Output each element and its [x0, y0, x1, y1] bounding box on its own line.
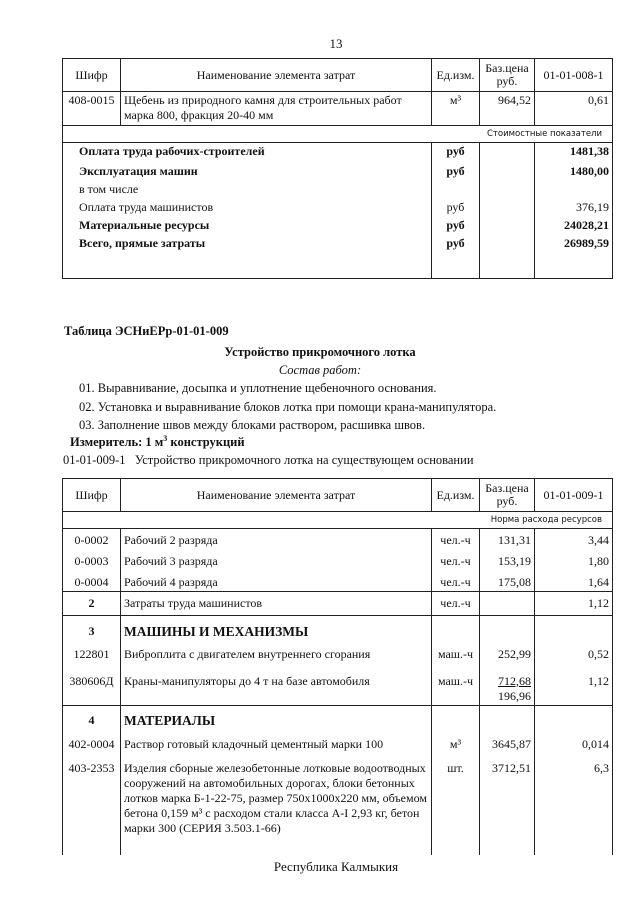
- col-header-name: Наименование элемента затрат: [121, 59, 432, 92]
- section-title: Устройство прикромочного лотка: [224, 345, 416, 359]
- step-1: 01. Выравнивание, досыпка и уплотнение щебеночного основания.: [79, 381, 437, 395]
- table-row: [63, 592, 613, 616]
- cost-unit: руб: [432, 199, 480, 217]
- step-3: 03. Заполнение швов между блоками раствором, расшивка швов.: [79, 418, 426, 432]
- section-heading-materials: МАТЕРИАЛЫ: [121, 705, 432, 731]
- cost-name: Материальные ресурсы: [63, 217, 432, 235]
- row-shifr: 408-0015: [63, 92, 121, 126]
- row-price: 153,19: [480, 550, 535, 571]
- section-number: 4: [63, 705, 121, 731]
- row-value: 1,12: [535, 592, 613, 616]
- footer: Республика Калмыкия: [273, 859, 399, 874]
- row-name: Изделия сборные железобетонные лотковые водоотводных сооружений на автомобильных дорогах, блоки бетонных лотков марка Б-1-22-75, размер 750х1000х220 мм, объемом бетона 0,159 м³ с расходом стали класса А-I 2,93 кг, бетон марки 300 (СЕРИЯ 3.503.1-66): [121, 757, 432, 855]
- row-name: Рабочий 4 разряда: [121, 571, 432, 592]
- norm-desc: Устройство прикромочного лотка на существующем основании: [134, 453, 474, 467]
- col-header-price: Баз.цена руб.: [480, 59, 535, 92]
- row-unit: маш.-ч: [432, 668, 480, 706]
- row-shifr: 2: [63, 592, 121, 616]
- row-unit: шт.: [432, 757, 480, 855]
- row-name: Затраты труда машинистов: [121, 592, 432, 616]
- col-header-code: 01-01-008-1: [535, 59, 613, 92]
- table-row: [63, 642, 613, 668]
- cost-name: Эксплуатация машин: [63, 163, 432, 181]
- row-name: Рабочий 3 разряда: [121, 550, 432, 571]
- meter-suffix: конструкций: [167, 435, 245, 449]
- cost-value: 1480,00: [535, 163, 613, 181]
- meter: [70, 435, 245, 450]
- row-price: 964,52: [480, 92, 535, 126]
- row-value: 1,12: [535, 668, 613, 706]
- cost-value: 1481,38: [535, 143, 613, 163]
- row-price: 175,08: [480, 571, 535, 592]
- row-unit: маш.-ч: [432, 642, 480, 668]
- table-row: [63, 550, 613, 571]
- row-value: 1,64: [535, 571, 613, 592]
- cost-name: Оплата труда рабочих-строителей: [63, 143, 432, 163]
- cost-name: Всего, прямые затраты: [63, 235, 432, 279]
- subheader-norm: Норма расхода ресурсов: [63, 512, 613, 529]
- table-row: [63, 529, 613, 550]
- meter-sup: 3: [163, 433, 168, 443]
- cost-value: 24028,21: [535, 217, 613, 235]
- table-label: Таблица ЭСНиЕРр-01-01-009: [64, 324, 229, 338]
- col-header-name: Наименование элемента затрат: [121, 479, 432, 512]
- row-unit: м³: [432, 92, 480, 126]
- price-bottom: 196,96: [498, 688, 531, 703]
- row-unit: чел.-ч: [432, 529, 480, 550]
- row-price: 3645,87: [480, 731, 535, 757]
- row-unit: м³: [432, 731, 480, 757]
- price-top: 712,68: [498, 673, 531, 688]
- row-value: 6,3: [535, 757, 613, 855]
- row-shifr: 380606Д: [63, 668, 121, 706]
- cost-unit: руб: [432, 217, 480, 235]
- cost-unit: руб: [432, 163, 480, 181]
- resource-table-009: [62, 478, 613, 855]
- row-name: Раствор готовый кладочный цементный марки 100: [121, 731, 432, 757]
- norm-code: 01-01-009-1: [63, 453, 126, 467]
- row-shifr: 402-0004: [63, 731, 121, 757]
- row-shifr: 0-0003: [63, 550, 121, 571]
- section-number: 3: [63, 616, 121, 642]
- row-price: 3712,51: [480, 757, 535, 855]
- row-price: 252,99: [480, 642, 535, 668]
- cost-name: Оплата труда машинистов: [63, 199, 432, 217]
- cost-unit: руб: [432, 235, 480, 279]
- row-value: 0,014: [535, 731, 613, 757]
- subheader-cost: Стоимостные показатели: [63, 126, 613, 143]
- col-header-shifr: Шифр: [63, 479, 121, 512]
- col-header-price: Баз.цена руб.: [480, 479, 535, 512]
- page-number: 13: [329, 36, 343, 51]
- cost-name: в том числе: [63, 181, 432, 199]
- row-name: Виброплита с двигателем внутреннего сгорания: [121, 642, 432, 668]
- row-unit: чел.-ч: [432, 571, 480, 592]
- cost-value: 376,19: [535, 199, 613, 217]
- row-unit: чел.-ч: [432, 592, 480, 616]
- col-header-unit: Ед.изм.: [432, 59, 480, 92]
- row-shifr: 403-2353: [63, 757, 121, 855]
- col-header-code: 01-01-009-1: [535, 479, 613, 512]
- section-heading-machines: МАШИНЫ И МЕХАНИЗМЫ: [121, 616, 432, 642]
- row-price: [480, 668, 535, 706]
- norm-line: [63, 453, 474, 468]
- table-row: [63, 571, 613, 592]
- row-name: Краны-манипуляторы до 4 т на базе автомобиля: [121, 668, 432, 706]
- row-price: 131,31: [480, 529, 535, 550]
- row-value: 0,52: [535, 642, 613, 668]
- step-2: 02. Установка и выравнивание блоков лотка при помощи крана-манипулятора.: [79, 400, 497, 414]
- row-value: 1,80: [535, 550, 613, 571]
- meter-prefix: Измеритель: 1 м: [70, 435, 164, 449]
- table-row: [63, 668, 613, 706]
- row-shifr: 122801: [63, 642, 121, 668]
- row-value: 3,44: [535, 529, 613, 550]
- cost-value: 26989,59: [535, 235, 613, 279]
- row-unit: чел.-ч: [432, 550, 480, 571]
- row-shifr: 0-0004: [63, 571, 121, 592]
- table-row: [63, 92, 613, 126]
- row-value: 0,61: [535, 92, 613, 126]
- row-shifr: 0-0002: [63, 529, 121, 550]
- cost-table-008: [62, 58, 613, 279]
- table-row: [63, 731, 613, 757]
- col-header-unit: Ед.изм.: [432, 479, 480, 512]
- row-name: Рабочий 2 разряда: [121, 529, 432, 550]
- col-header-shifr: Шифр: [63, 59, 121, 92]
- cost-unit: руб: [432, 143, 480, 163]
- composition-heading: Состав работ:: [278, 363, 362, 377]
- row-name: Щебень из природного камня для строительных работ марка 800, фракция 20-40 мм: [121, 92, 432, 126]
- table-row: [63, 757, 613, 855]
